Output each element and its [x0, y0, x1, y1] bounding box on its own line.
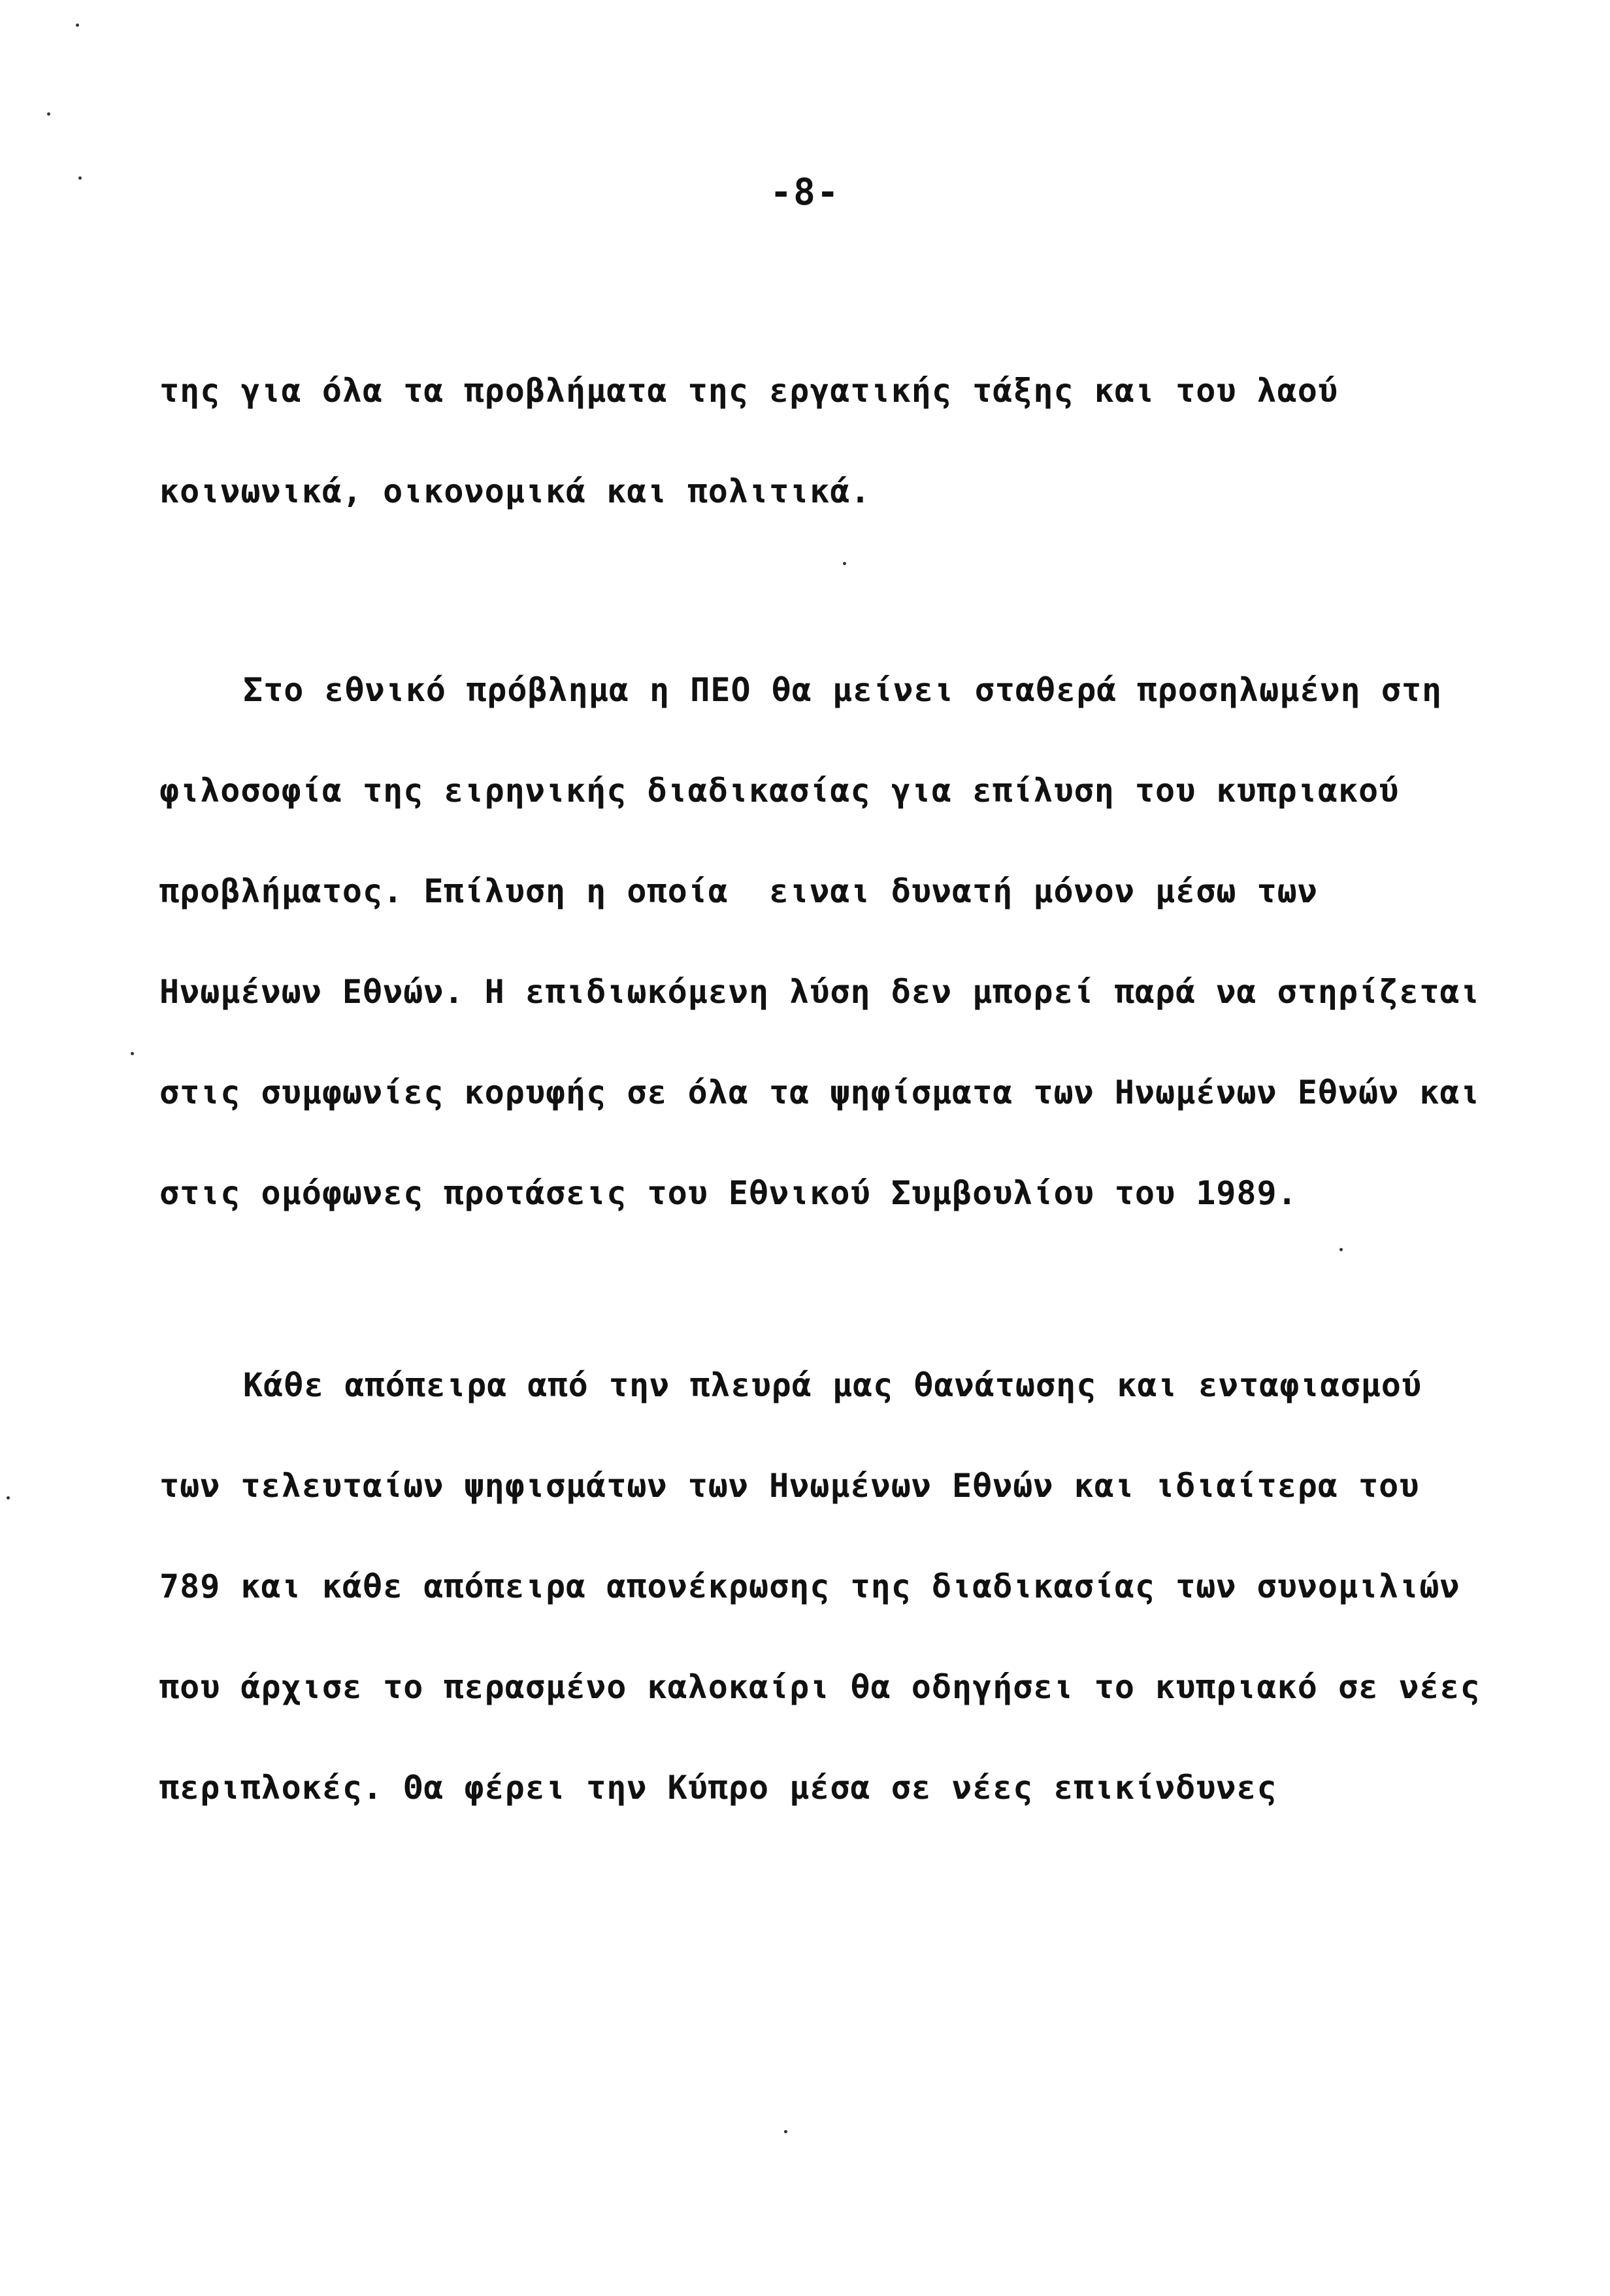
scan-speck [76, 24, 79, 27]
text-line: των τελευταίων ψηφισμάτων των Ηνωμένων Εθνών και ιδιαίτερα του [159, 1467, 1420, 1505]
page-number: -8- [770, 171, 840, 214]
text-line: στις ομόφωνες προτάσεις του Εθνικού Συμβουλίου του 1989. [159, 1174, 1298, 1212]
scan-speck [131, 1052, 134, 1055]
scan-speck [78, 176, 82, 180]
text-line: της για όλα τα προβλήματα της εργατικής τάξης και του λαού [159, 372, 1338, 410]
scan-speck [47, 112, 50, 116]
text-line: κοινωνικά, οικονομικά και πολιτικά. [159, 472, 871, 510]
text-line: Στο εθνικό πρόβλημα η ΠΕΟ θα μείνει σταθερά προσηλωμένη στη [243, 671, 1443, 709]
text-line: στις συμφωνίες κορυφής σε όλα τα ψηφίσματα των Ηνωμένων Εθνών και [159, 1074, 1481, 1111]
text-line: που άρχισε το περασμένο καλοκαίρι θα οδηγήσει το κυπριακό σε νέες [159, 1668, 1481, 1706]
scan-speck [784, 2130, 787, 2133]
text-line: φιλοσοφία της ειρηνικής διαδικασίας για επίλυση του κυπριακού [159, 772, 1400, 810]
text-line: περιπλοκές. Θα φέρει την Κύπρο μέσα σε νέες επικίνδυνες [159, 1769, 1277, 1807]
scan-speck [7, 1496, 10, 1500]
text-line: Ηνωμένων Εθνών. Η επιδιωκόμενη λύση δεν μπορεί παρά να στηρίζεται [159, 973, 1481, 1011]
scan-speck [843, 562, 846, 565]
scan-speck [1339, 1248, 1343, 1251]
text-line: 789 και κάθε απόπειρα απονέκρωσης της διαδικασίας των συνομιλιών [159, 1567, 1460, 1605]
text-line: Κάθε απόπειρα από την πλευρά μας θανάτωσης και ενταφιασμού [243, 1366, 1422, 1404]
text-line: προβλήματος. Επίλυση η οποία ειναι δυνατή μόνον μέσω των [159, 872, 1318, 910]
